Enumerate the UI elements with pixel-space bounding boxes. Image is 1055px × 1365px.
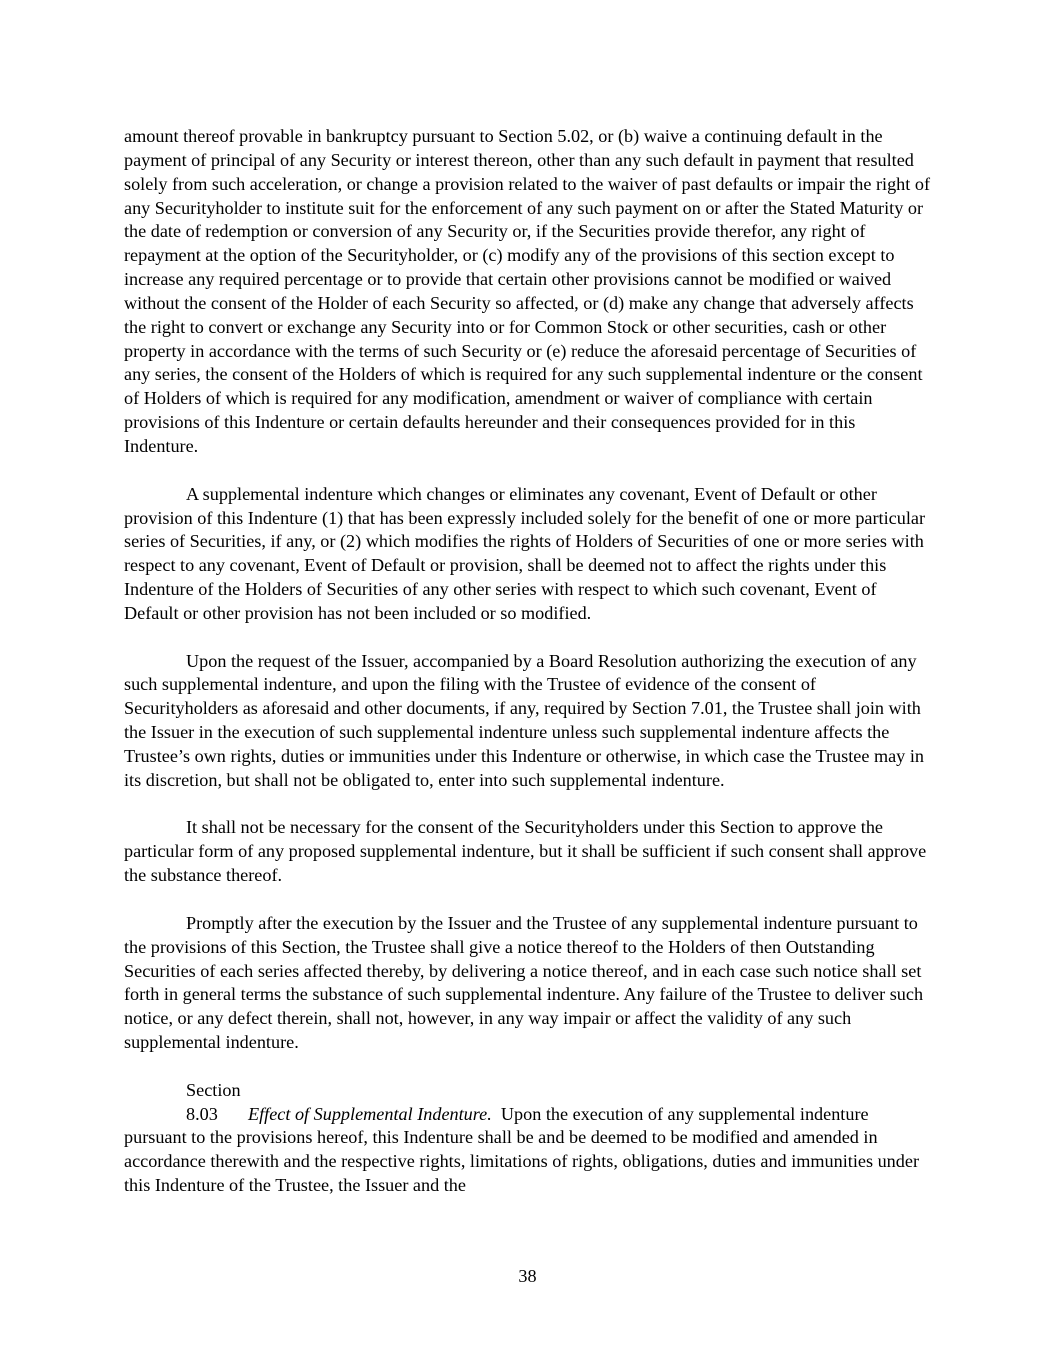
page-number: 38: [518, 1266, 537, 1286]
paragraph-notice-to-holders: Promptly after the execution by the Issuer and the Trustee of any supplemental indenture pursuant to the provisions of this Section, the Trustee shall give a notice thereof to the Holders of then Outstanding Securities of each series affected thereby, by delivering a notice thereof, and in each case such notice shall set forth in general terms the substance of such supplemental indenture. Any failure of the Trustee to deliver such notice, or any defect therein, shall not, however, in any way impair or affect the validity of any such supplemental indenture.: [124, 912, 924, 1053]
section-number: Section 8.03: [186, 1079, 241, 1124]
section-text: Upon the execution of any supplemental indenture pursuant to the provisions hereof, this Indenture shall be and be deemed to be modified and amended in accordance therewith and the respective rights, limitations of rights, obligations, duties and immunities under this Indenture of the Trustee, the Issuer and the: [124, 1103, 920, 1196]
paragraph-section-8-03: [124, 1079, 934, 1198]
document-body: [124, 125, 934, 1198]
paragraph-issuer-request: Upon the request of the Issuer, accompanied by a Board Resolution authorizing the execution of any such supplemental indenture, and upon the filing with the Trustee of evidence of the consent of Securityholders as aforesaid and other documents, if any, required by Section 7.01, the Trustee shall join with the Issuer in the execution of such supplemental indenture unless such supplemental indenture affects the Trustee’s own rights, duties or immunities under this Indenture or otherwise, in which case the Trustee may in its discretion, but shall not be obligated to, enter into such supplemental indenture.: [124, 650, 924, 790]
paragraph-supplemental-indenture-scope: A supplemental indenture which changes or eliminates any covenant, Event of Default or other provision of this Indenture (1) that has been expressly included solely for the benefit of one or more particular series of Securities, if any, or (2) which modifies the rights of Holders of Securities of one or more series with respect to any covenant, Event of Default or provision, shall be deemed not to affect the rights under this Indenture of the Holders of Securities of any other series with respect to which such covenant, Event of Default or other provision has not been included or so modified.: [124, 483, 926, 623]
paragraph-continuation: amount thereof provable in bankruptcy pursuant to Section 5.02, or (b) waive a continuing default in the payment of principal of any Security or interest thereon, other than any such default in payment that resulted solely from such acceleration, or change a provision related to the waiver of past defaults or impair the right of any Securityholder to institute suit for the enforcement of any such payment on or after the Stated Maturity or the date of redemption or conversion of any Security or, if the Securities provide therefor, any right of repayment at the option of the Securityholder, or (c) modify any of the provisions of this section except to increase any required percentage or to provide that certain other provisions cannot be modified or waived without the consent of the Holder of each Security so affected, or (d) make any change that adversely affects the right to convert or exchange any Security into or for Common Stock or other securities, cash or other property in accordance with the terms of such Security or (e) reduce the aforesaid percentage of Securities of any series, the consent of the Holders of which is required for any such supplemental indenture or the consent of Holders of which is required for any modification, amendment or waiver of compliance with certain provisions of this Indenture or certain defaults hereunder and their consequences provided for in this Indenture.: [124, 126, 931, 456]
paragraph-consent-form: It shall not be necessary for the consent of the Securityholders under this Section to approve the particular form of any proposed supplemental indenture, but it shall be sufficient if such consent shall approve the substance thereof.: [124, 817, 927, 886]
section-title: Effect of Supplemental Indenture.: [248, 1103, 492, 1124]
